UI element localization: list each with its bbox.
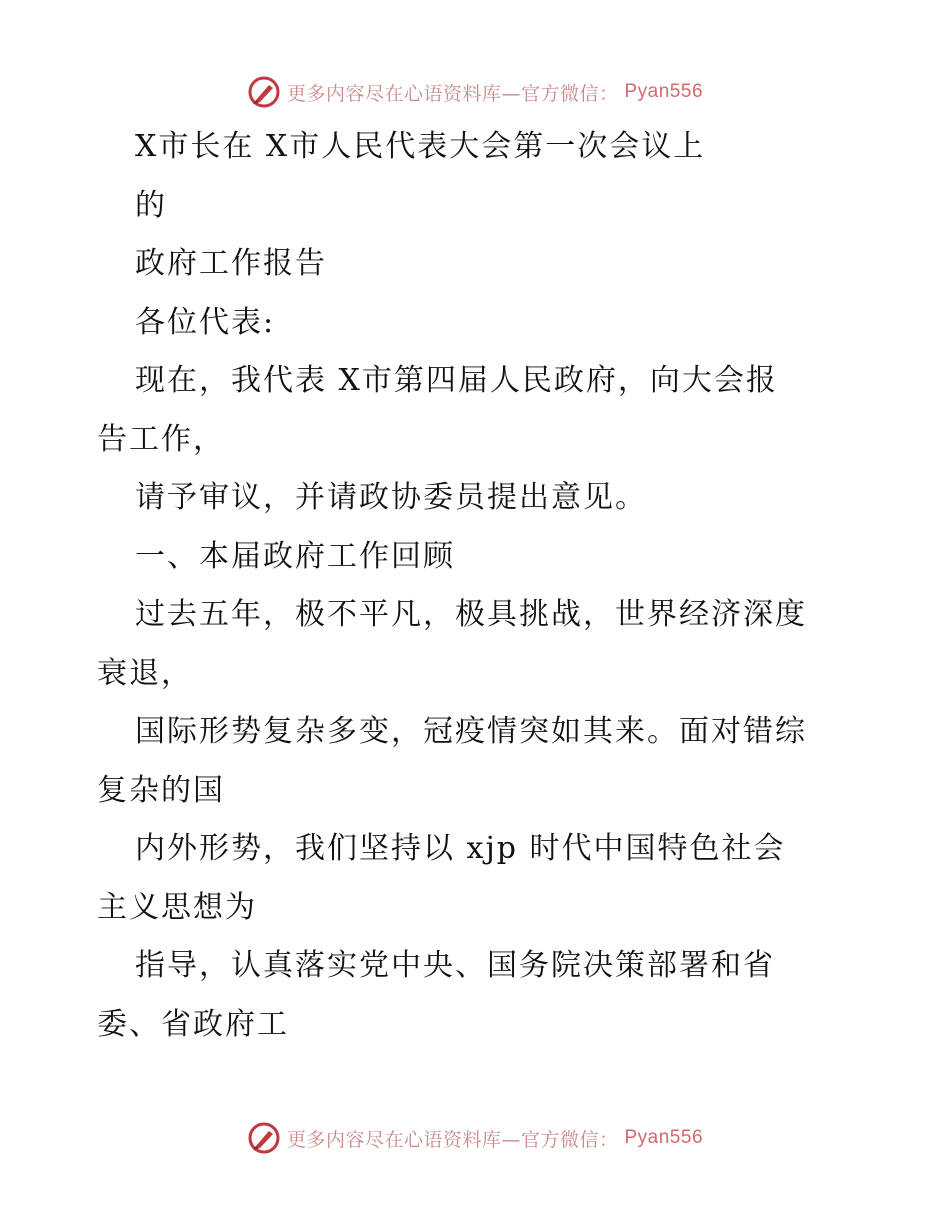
text-line: 现在，我代表 X市第四届人民政府，向大会报 (135, 363, 778, 398)
text-line: 委、省政府工 (97, 1006, 289, 1042)
watermark-banner-top (0, 72, 950, 112)
text-line: 国际形势复杂多变，冠疫情突如其来。面对错综 (135, 714, 807, 749)
text-line: 指导，认真落实党中央、国务院决策部署和省 (135, 948, 775, 983)
text-line: 过去五年，极不平凡，极具挑战，世界经济深度 (135, 597, 807, 632)
text-line: X市长在 X市人民代表大会第一次会议上 (135, 129, 706, 164)
text-line: 衰退， (97, 655, 193, 691)
pen-logo-icon (247, 75, 281, 109)
text-line: 复杂的国 (97, 772, 225, 808)
watermark-account: Pyan556 (624, 81, 704, 102)
watermark-banner-bottom (0, 1118, 950, 1158)
text-line: 告工作， (97, 421, 225, 457)
text-line: 请予审议，并请政协委员提出意见。 (135, 480, 647, 515)
text-line: 政府工作报告 (135, 246, 327, 281)
text-line: 主义思想为 (97, 889, 257, 925)
document-body (97, 118, 857, 1054)
watermark-account: Pyan556 (624, 1127, 704, 1148)
watermark-text: 更多内容尽在心语资料库—官方微信： (286, 82, 619, 105)
text-line: 内外形势，我们坚持以 xjp 时代中国特色社会 (135, 831, 786, 866)
text-line: 各位代表: (135, 304, 276, 340)
watermark-text: 更多内容尽在心语资料库—官方微信： (286, 1128, 619, 1151)
pen-logo-icon (247, 1121, 281, 1155)
text-line: 一、本届政府工作回顾 (135, 538, 455, 574)
text-line: 的 (135, 187, 167, 223)
